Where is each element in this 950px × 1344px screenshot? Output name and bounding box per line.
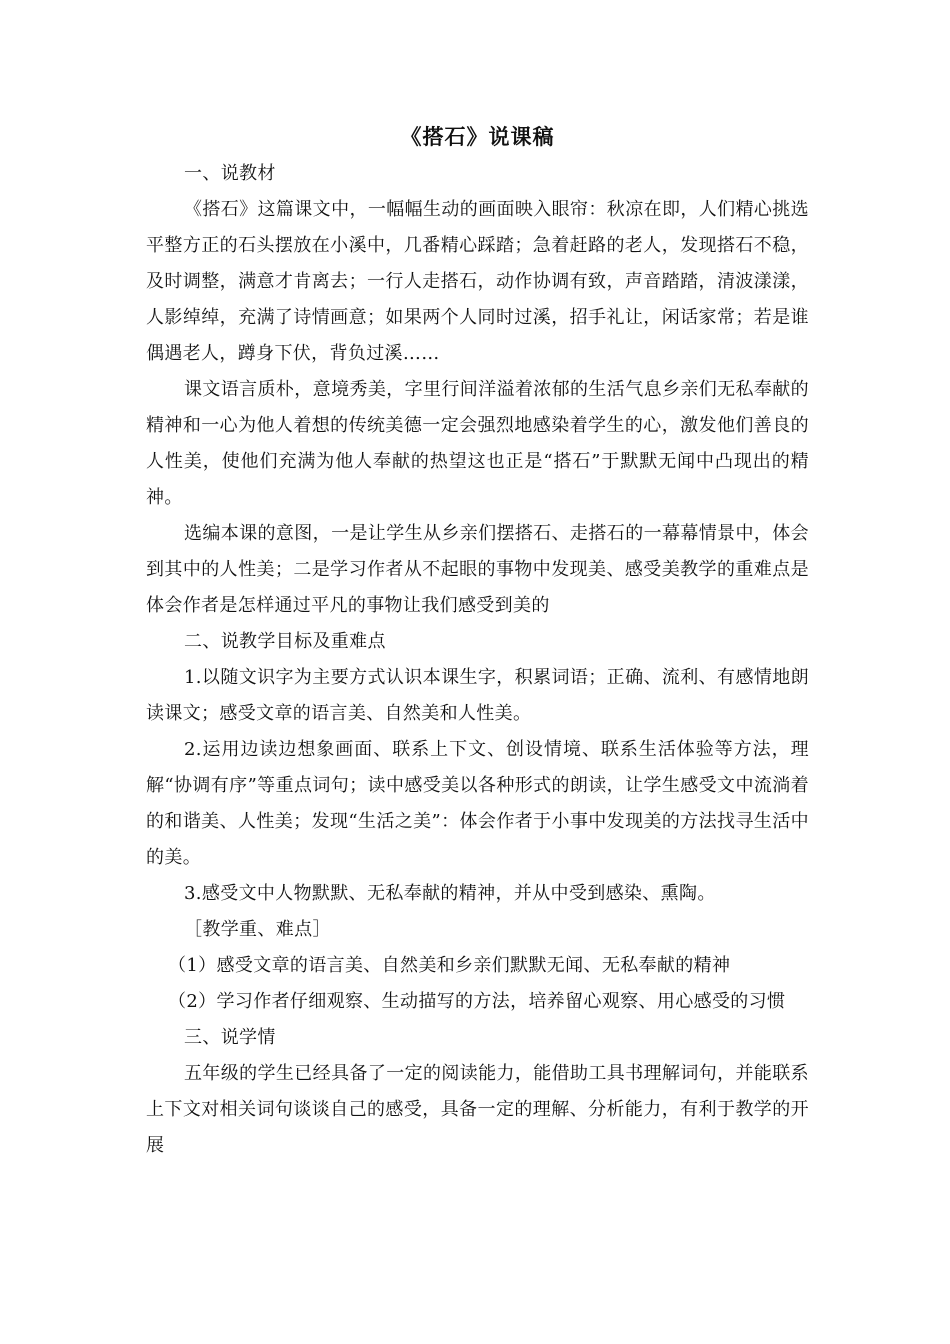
key-points-heading: ［教学重、难点］ — [184, 919, 331, 940]
document-page — [146, 120, 809, 1164]
paragraph-textbook-scene: 《搭石》这篇课文中，一幅幅生动的画面映入眼帘：秋凉在即，人们精心挑选平整方正的石头摆放在小溪中，几番精心踩踏；急着赶路的老人，发现搭石不稳，及时调整，满意才肯离去；一行人走搭石，动作协调有致，声音踏踏，清波漾漾，人影绰绰，充满了诗情画意；如果两个人同时过溪，招手礼让，闲话家常；若是谁偶遇老人，蹲身下伏，背负过溪…… — [146, 199, 809, 364]
section-heading-goals: 二、说教学目标及重难点 — [184, 631, 386, 652]
section-heading-textbook: 一、说教材 — [184, 163, 276, 184]
goal-item-1: 1.以随文识字为主要方式认识本课生字，积累词语；正确、流利、有感情地朗读课文；感受文章的语言美、自然美和人性美。 — [146, 667, 809, 724]
document-title: 《搭石》说课稿 — [400, 125, 555, 149]
goal-item-3: 3.感受文中人物默默、无私奉献的精神，并从中受到感染、熏陶。 — [184, 883, 716, 904]
section-heading-students: 三、说学情 — [184, 1027, 276, 1048]
key-point-2: （2）学习作者仔细观察、生动描写的方法，培养留心观察、用心感受的习惯 — [168, 991, 786, 1012]
goal-item-2: 2.运用边读边想象画面、联系上下文、创设情境、联系生活体验等方法，理解“协调有序”等重点词句；读中感受美以各种形式的朗读，让学生感受文中流淌着的和谐美、人性美；发现“生活之美”：体会作者于小事中发现美的方法找寻生活中的美。 — [146, 739, 809, 868]
key-point-1: （1）感受文章的语言美、自然美和乡亲们默默无闻、无私奉献的精神 — [168, 955, 731, 976]
paragraph-students: 五年级的学生已经具备了一定的阅读能力，能借助工具书理解词句，并能联系上下文对相关词句谈谈自己的感受，具备一定的理解、分析能力，有利于教学的开展 — [146, 1063, 809, 1156]
paragraph-textbook-language: 课文语言质朴，意境秀美，字里行间洋溢着浓郁的生活气息乡亲们无私奉献的精神和一心为他人着想的传统美德一定会强烈地感染着学生的心，激发他们善良的人性美，使他们充满为他人奉献的热望这也正是“搭石”于默默无闻中凸现出的精神。 — [146, 379, 809, 508]
paragraph-textbook-intent: 选编本课的意图，一是让学生从乡亲们摆搭石、走搭石的一幕幕情景中，体会到其中的人性美；二是学习作者从不起眼的事物中发现美、感受美教学的重难点是体会作者是怎样通过平凡的事物让我们感受到美的 — [146, 523, 809, 616]
